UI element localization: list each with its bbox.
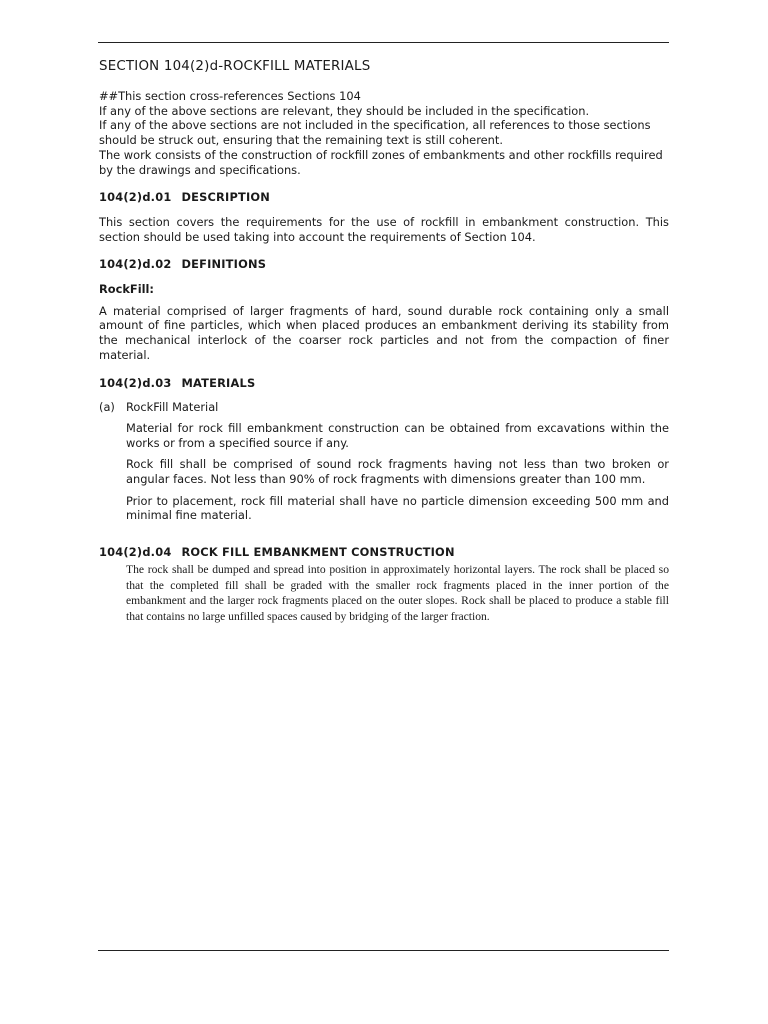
subitem-title: RockFill Material	[126, 400, 219, 415]
section-heading-description	[99, 190, 669, 205]
section-heading-text: DEFINITIONS	[181, 257, 267, 272]
intro-notes	[99, 89, 669, 177]
section-heading-text: ROCK FILL EMBANKMENT CONSTRUCTION	[181, 545, 455, 560]
section-heading-construction	[99, 545, 669, 560]
section-number: 104(2)d.02	[99, 257, 172, 272]
section-heading-materials	[99, 376, 669, 391]
intro-line: If any of the above sections are not included in the specification, all references to those sections should be struck out, ensuring that the remaining text is still coherent.	[99, 118, 651, 148]
construction-paragraph: The rock shall be dumped and spread into position in approximately horizontal layers. The rock shall be placed so that the completed fill shall be graded with the smaller rock fragments placed in the inner portion of the embankment and the larger rock fragments placed on the outer slopes. Rock shall be placed to produce a stable fill that contains no large unfilled spaces caused by bridging of the larger fraction.	[126, 562, 669, 624]
intro-line: ##This section cross-references Sections 104	[99, 89, 361, 103]
section-heading-text: DESCRIPTION	[181, 190, 271, 205]
intro-line: The work consists of the construction of rockfill zones of embankments and other rockfills required by the drawings and specifications.	[99, 147, 663, 177]
header-rule	[98, 42, 669, 43]
section-heading-text: MATERIALS	[181, 375, 256, 390]
subitem-label: (a)	[99, 400, 115, 415]
description-paragraph: This section covers the requirements for the use of rockfill in embankment construction. This section should be used taking into account the requirements of Section 104.	[99, 214, 669, 244]
footer-rule	[98, 950, 669, 951]
section-title: SECTION 104(2)d-ROCKFILL MATERIALS	[99, 59, 371, 74]
materials-paragraph: Material for rock fill embankment construction can be obtained from excavations within the works or from a specified source if any.	[126, 420, 669, 450]
materials-subitem	[99, 400, 669, 415]
materials-paragraph: Rock fill shall be comprised of sound rock fragments having not less than two broken or angular faces. Not less than 90% of rock fragments with dimensions greater than 100 mm.	[126, 457, 669, 487]
section-number: 104(2)d.03	[99, 375, 172, 390]
materials-paragraph: Prior to placement, rock fill material shall have no particle dimension exceeding 500 mm and minimal fine material.	[126, 493, 669, 523]
definition-paragraph: A material comprised of larger fragments of hard, sound durable rock containing only a small amount of fine particles, which when placed produces an embankment deriving its stability from the mechanical interlock of the coarser rock particles and not from the compaction of finer material.	[99, 303, 669, 362]
definition-term: RockFill:	[99, 282, 154, 297]
document-body	[99, 58, 669, 625]
section-number: 104(2)d.04	[99, 545, 172, 560]
section-number: 104(2)d.01	[99, 190, 172, 205]
section-heading-definitions	[99, 257, 669, 272]
intro-line: If any of the above sections are relevant, they should be included in the specification.	[99, 103, 590, 118]
